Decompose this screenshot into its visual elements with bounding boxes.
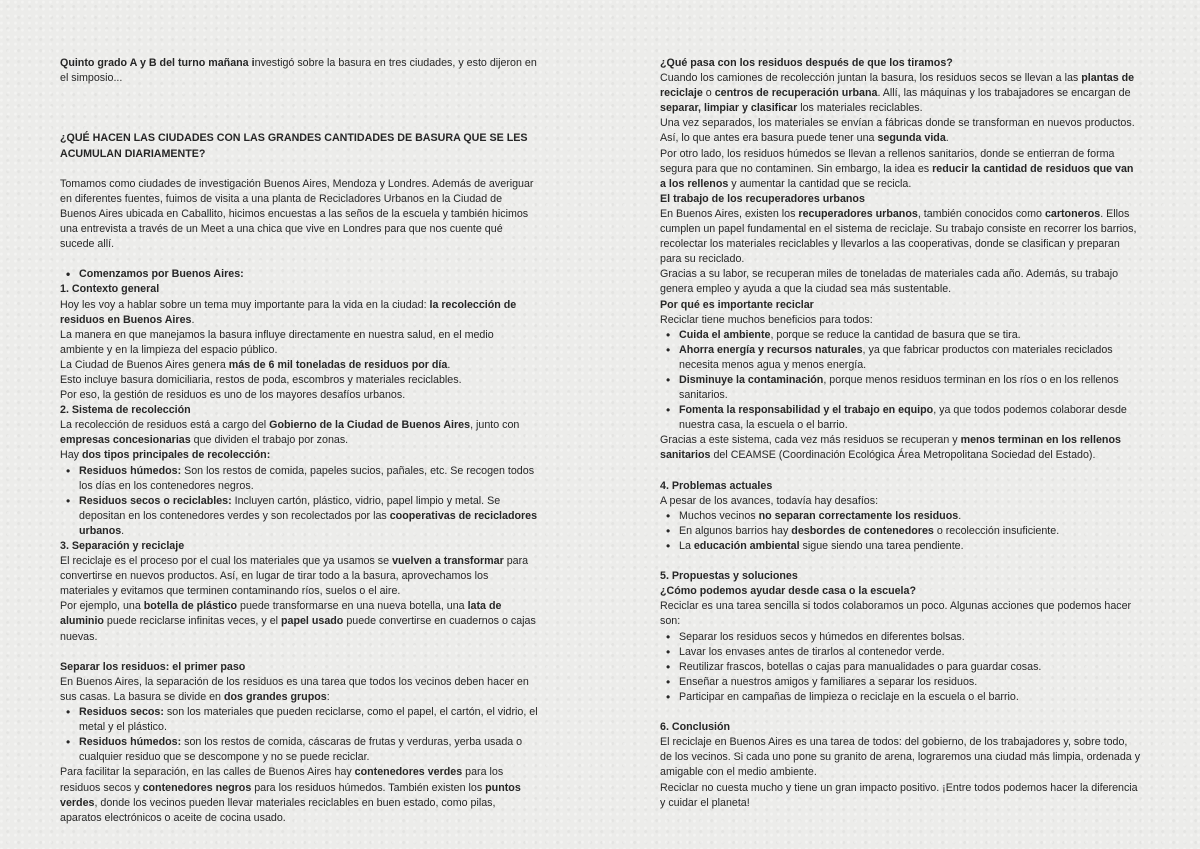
text: Hay [60, 449, 82, 462]
text: para convertirse en nuevos productos. Así, en lugar de tirar todo a la basura, aprovechamos los materiales y evitamos que terminen contaminando ríos, suelos o el aire. [60, 555, 529, 598]
s2-list [60, 464, 540, 539]
after-title: ¿Qué pasa con los residuos después de que los tiramos? [660, 57, 953, 69]
why-list [660, 328, 1142, 434]
list-item [679, 343, 1142, 373]
text: , porque se reduce la cantidad de basura que se tira. [770, 328, 1021, 341]
list-item [79, 494, 540, 539]
list-item [679, 373, 1142, 403]
intro-text: nvestigó sobre la basura en tres ciudades, y esto dijeron en el simposio... [60, 57, 537, 85]
text: , también conocidos como [917, 207, 1045, 220]
recup-paragraph-1 [660, 207, 1142, 267]
bold: Ahorra energía y recursos naturales [679, 343, 863, 356]
bold: más de 6 mil toneladas de residuos por día [228, 358, 448, 371]
list-item [679, 524, 1142, 539]
s1-paragraph-4: Esto incluye basura domiciliaria, restos de poda, escombros y materiales reciclables. [60, 373, 462, 386]
intro-paragraph [60, 56, 540, 86]
bold: vuelven a transformar [392, 555, 504, 568]
text: La Ciudad de Buenos Aires genera [60, 358, 229, 371]
bold: botella de plástico [143, 600, 238, 613]
bold: Disminuye la contaminación [679, 373, 824, 386]
bold: Fomenta la responsabilidad y el trabajo en equipo [679, 404, 934, 417]
start-list [60, 267, 540, 282]
bold: Residuos secos: [79, 706, 164, 719]
sep-paragraph-2 [60, 765, 540, 825]
bold: plantas de reciclaje [660, 72, 1135, 100]
text: Por otro lado, los residuos húmedos se llevan a rellenos sanitarios, donde se entierran de forma segura para que no contaminen. Sin embargo, la idea es [660, 147, 1115, 175]
s4-paragraph-1: A pesar de los avances, todavía hay desafíos: [660, 494, 879, 507]
s3-paragraph-2 [60, 599, 540, 644]
text: , junto con [470, 419, 520, 432]
text: del CEAMSE (Coordinación Ecológica Área Metropolitana Sociedad del Estado). [710, 449, 1096, 462]
bold: no separan correctamente los residuos [758, 509, 959, 522]
why-paragraph-1: Reciclar tiene muchos beneficios para todos: [660, 313, 873, 326]
bold: recuperadores urbanos [798, 207, 918, 220]
text: o [702, 87, 715, 100]
bold: puntos verdes [60, 781, 521, 809]
text: , donde los vecinos pueden llevar materiales reciclables en buen estado, como pilas, aparatos electrónicos o aceite de cocina usado. [60, 796, 496, 824]
text: En Buenos Aires, existen los [660, 207, 799, 220]
text: Para facilitar la separación, en las calles de Buenos Aires hay [60, 766, 355, 779]
list-item [679, 539, 1142, 554]
sep-paragraph-1 [60, 675, 540, 705]
s1-paragraph-3 [60, 358, 540, 373]
why-paragraph-2 [660, 433, 1142, 463]
section-5-subtitle: ¿Cómo podemos ayudar desde casa o la escuela? [660, 585, 916, 598]
text: Gracias a este sistema, cada vez más residuos se recuperan y [660, 434, 961, 447]
list-item: • Participar en campañas de limpieza o reciclaje en la escuela o el barrio. [679, 690, 1142, 705]
bold: dos grandes grupos [223, 690, 327, 703]
text: . [191, 313, 195, 326]
bold: contenedores verdes [354, 766, 463, 779]
bold: lata de aluminio [60, 600, 502, 628]
section-6-title: 6. Conclusión [660, 721, 731, 734]
section-2-title: 2. Sistema de recolección [60, 404, 191, 417]
list-item [79, 705, 540, 735]
bold: reducir la cantidad de residuos que van a los rellenos [660, 162, 1134, 190]
bold: Residuos secos o reciclables: [79, 494, 232, 507]
text: y aumentar la cantidad que se recicla. [728, 177, 912, 190]
list-item [679, 509, 1142, 524]
list-item [679, 328, 1142, 343]
text: , ya que todos podemos colaborar desde nuestra casa, la escuela o el barrio. [679, 404, 1127, 432]
list-item: • Separar los residuos secos y húmedos en diferentes bolsas. [679, 630, 1142, 645]
text: En algunos barrios hay [679, 524, 792, 537]
main-question-heading: ¿QUÉ HACEN LAS CIUDADES CON LAS GRANDES CANTIDADES DE BASURA QUE SE LES ACUMULAN DIARIAMENTE? [60, 132, 528, 160]
after-paragraph-1 [660, 71, 1142, 116]
text: . [121, 524, 125, 537]
text: La [679, 540, 694, 552]
s4-list [660, 509, 1142, 554]
list-item [679, 403, 1142, 433]
text: son los restos de comida, cáscaras de frutas y verduras, yerba usada o cualquier residuo que se descompone y no se puede reciclar. [79, 736, 523, 764]
text: puede transformarse en una nueva botella, una [237, 600, 468, 613]
recuperadores-title: El trabajo de los recuperadores urbanos [660, 192, 865, 205]
bold: Cuida el ambiente [679, 328, 771, 341]
separation-title: Separar los residuos: el primer paso [60, 660, 246, 673]
bold: contenedores negros [142, 781, 252, 794]
text: Por ejemplo, una [60, 600, 144, 613]
text: para los residuos húmedos. También existen los [251, 781, 486, 794]
text: . [945, 132, 949, 145]
bold: separar, limpiar y clasificar [660, 102, 798, 115]
bold: Residuos húmedos: [79, 736, 182, 749]
list-item [79, 735, 540, 765]
bold: Residuos húmedos: [79, 464, 182, 477]
list-item: • Lavar los envases antes de tirarlos al contenedor verde. [679, 645, 1142, 660]
s6-paragraph-1: El reciclaje en Buenos Aires es una tarea de todos: del gobierno, de los trabajadores y, sobre todo, de los vecinos. Si cada uno pone su granito de arena, lograremos una ciudad más limpia, ordenada y amigable con el medio ambiente. [660, 736, 1141, 779]
s2-paragraph-1 [60, 418, 540, 448]
s3-paragraph-1 [60, 554, 540, 599]
s6-paragraph-2: Reciclar no cuesta mucho y tiene un gran impacto positivo. ¡Entre todos podemos hacer la diferencia y cuidar el planeta! [660, 781, 1138, 809]
text: Muchos vecinos [679, 509, 759, 522]
s1-paragraph-1 [60, 298, 540, 328]
text: El reciclaje es el proceso por el cual los materiales que ya usamos se [60, 555, 393, 568]
after-paragraph-2 [660, 116, 1142, 146]
text: o recolección insuficiente. [933, 524, 1060, 537]
list-item: • Reutilizar frascos, botellas o cajas para manualidades o para guardar cosas. [679, 660, 1142, 675]
bold: menos terminan en los rellenos sanitarios [660, 434, 1121, 462]
bold: Gobierno de la Ciudad de Buenos Aires [269, 419, 471, 432]
text: . Allí, las máquinas y los trabajadores se encargan de [877, 87, 1131, 100]
text: , ya que fabricar productos con materiales reciclados necesita menos agua y menos energía. [679, 343, 1113, 371]
text: Hoy les voy a hablar sobre un tema muy importante para la vida en la ciudad: [60, 298, 430, 311]
text: . Ellos cumplen un papel fundamental en el sistema de reciclaje. Su trabajo consiste en recorrer los barrios, recolectar los materiales reciclables y llevarlos a las cooperativas, donde se clasifican y preparan para su reciclado. [660, 207, 1137, 266]
text: puede reciclarse infinitas veces, y el [103, 615, 281, 628]
text: Cuando los camiones de recolección juntan la basura, los residuos secos se llevan a las [660, 72, 1082, 85]
sep-list [60, 705, 540, 765]
bold: desbordes de contenedores [791, 524, 934, 537]
bold: papel usado [280, 615, 344, 628]
bold: centros de recuperación urbana [714, 87, 878, 100]
section-4-title: 4. Problemas actuales [660, 479, 773, 492]
text: son los materiales que pueden reciclarse, como el papel, el cartón, el vidrio, el metal y el plástico. [79, 706, 538, 734]
start-bullet: • Comenzamos por Buenos Aires: [79, 267, 540, 282]
bold: la recolección de residuos en Buenos Aires [60, 298, 517, 326]
text: para los residuos secos y [60, 766, 504, 794]
text: En Buenos Aires, la separación de los residuos es una tarea que todos los vecinos deben hacer en sus casas. La basura se divide en [60, 675, 529, 703]
text: que dividen el trabajo por zonas. [190, 434, 349, 447]
text: Una vez separados, los materiales se envían a fábricas donde se transforman en nuevos productos. Así, lo que antes era basura puede tener una [660, 117, 1135, 145]
bold: dos tipos principales de recolección: [81, 449, 271, 462]
list-item [79, 464, 540, 494]
right-column [660, 56, 1142, 811]
bold: educación ambiental [693, 540, 800, 552]
recup-paragraph-2: Gracias a su labor, se recuperan miles de toneladas de materiales cada año. Además, su trabajo genera empleo y ayuda a que la ciudad sea más sustentable. [660, 268, 1119, 296]
text: puede convertirse en cuadernos o cajas nuevas. [60, 615, 536, 643]
text: sigue siendo una tarea pendiente. [799, 540, 964, 552]
bold: cartoneros [1044, 207, 1101, 220]
s5-paragraph-1: Reciclar es una tarea sencilla si todos colaboramos un poco. Algunas acciones que podemos hacer son: [660, 600, 1132, 628]
section-5-title: 5. Propuestas y soluciones [660, 570, 798, 583]
section-1-title: 1. Contexto general [60, 283, 160, 296]
s1-paragraph-5: Por eso, la gestión de residuos es uno de los mayores desafíos urbanos. [60, 389, 406, 402]
s1-paragraph-2: La manera en que manejamos la basura influye directamente en nuestra salud, en el medio ambiente y en la limpieza del espacio público. [60, 328, 494, 356]
text: . [447, 358, 451, 371]
text: La recolección de residuos está a cargo del [60, 419, 270, 432]
list-item: • Enseñar a nuestros amigos y familiares a separar los residuos. [679, 675, 1142, 690]
s5-list [660, 630, 1142, 705]
text: los materiales reciclables. [797, 102, 923, 115]
bold: segunda vida [877, 132, 946, 145]
bold: cooperativas de recicladores urbanos [79, 509, 538, 537]
after-paragraph-3 [660, 147, 1142, 192]
text: . [958, 509, 962, 522]
text: Incluyen cartón, plástico, vidrio, papel limpio y metal. Se depositan en los contenedores verdes y son recolectados por las [79, 494, 501, 522]
method-paragraph: Tomamos como ciudades de investigación Buenos Aires, Mendoza y Londres. Además de averiguar en diferentes fuentes, fuimos de visita a una planta de Recicladores Urbanos en la Ciudad de Buenos Aires ubicada en Caballito, hicimos encuestas a las seños de la escuela y también hicimos una entrevista a través de un Meet a una chica que vive en Londres para que nos cuente qué sucede allí. [60, 177, 534, 251]
left-column [60, 56, 540, 826]
text: : [326, 690, 330, 703]
bold: empresas concesionarias [60, 434, 191, 447]
s2-paragraph-2 [60, 448, 540, 463]
section-3-title: 3. Separación y reciclaje [60, 540, 185, 552]
why-title: Por qué es importante reciclar [660, 298, 814, 311]
text: Son los restos de comida, papeles sucios, pañales, etc. Se recogen todos los días en los contenedores negros. [79, 464, 535, 492]
intro-bold: Quinto grado A y B del turno mañana i [60, 57, 255, 69]
text: , porque menos residuos terminan en los ríos o en los rellenos sanitarios. [679, 373, 1119, 402]
